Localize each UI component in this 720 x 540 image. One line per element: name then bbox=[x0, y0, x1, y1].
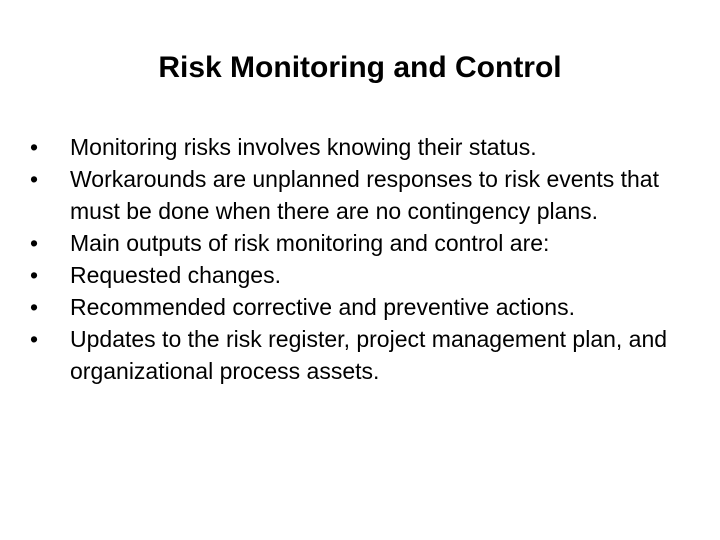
bullet-item bbox=[30, 227, 700, 259]
bullet-icon: • bbox=[30, 262, 39, 288]
bullet-list bbox=[30, 131, 700, 387]
bullet-item bbox=[30, 131, 700, 163]
bullet-text: Workarounds are unplanned responses to risk events that must be done when there are no contingency plans. bbox=[70, 166, 659, 224]
bullet-item bbox=[30, 163, 700, 227]
bullet-icon: • bbox=[30, 230, 39, 256]
bullet-item bbox=[30, 291, 700, 323]
bullet-text: Updates to the risk register, project management plan, and organizational process assets. bbox=[70, 326, 668, 384]
slide-title: Risk Monitoring and Control bbox=[158, 51, 562, 84]
bullet-text: Requested changes. bbox=[70, 262, 281, 288]
bullet-item bbox=[30, 323, 700, 387]
bullet-text: Monitoring risks involves knowing their status. bbox=[70, 134, 537, 160]
bullet-text: Recommended corrective and preventive actions. bbox=[70, 294, 575, 320]
bullet-text: Main outputs of risk monitoring and control are: bbox=[70, 230, 550, 256]
bullet-item bbox=[30, 259, 700, 291]
bullet-icon: • bbox=[30, 166, 39, 192]
bullet-icon: • bbox=[30, 134, 39, 160]
bullet-icon: • bbox=[30, 326, 39, 352]
bullet-icon: • bbox=[30, 294, 39, 320]
